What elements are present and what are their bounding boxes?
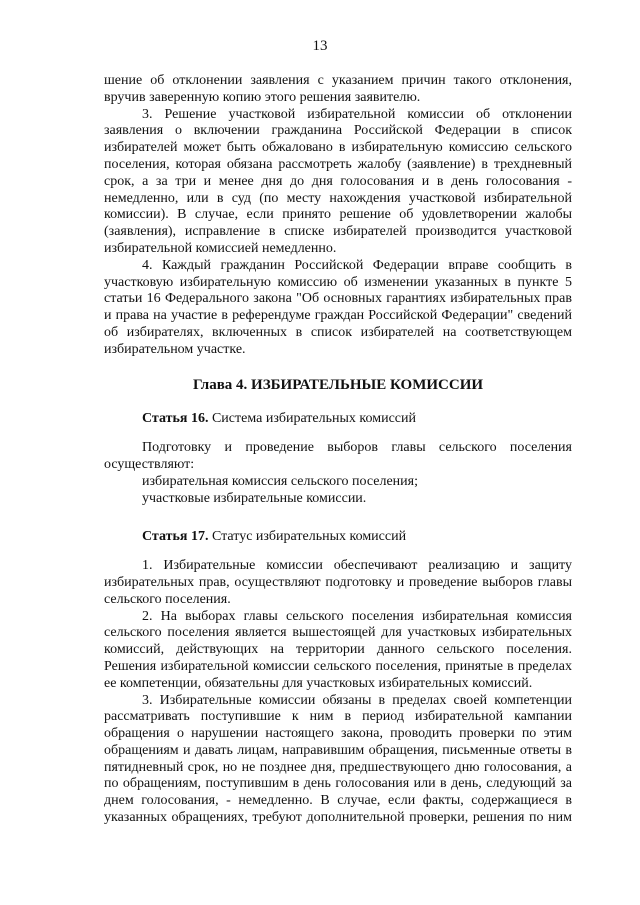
article-17-paragraph-3: 3. Избирательные комиссии обязаны в пределах своей компетенции рассматривать поступившие к ним в период избирательной кампании обращения о нарушении настоящего закона, проводить проверки по этим обращениям и давать лицам, направившим обращения, письменные ответы в пятидневный срок, но не позднее дня, предшествующего дню голосования, а по обращениям, поступившим в день голосования или в день, следующий за днем голосования, - немедленно. В случае, если факты, содержащиеся в указанных обращениях, требуют дополнительной проверки, решения по ним [104, 692, 572, 826]
article-16-item-2: участковые избирательные комиссии. [142, 490, 367, 506]
page-number: 13 [312, 38, 328, 54]
article-17-heading [104, 529, 572, 546]
article-16-label: Статья 16. [142, 411, 209, 427]
paragraph-continuation: шение об отклонении заявления с указанием причин такого отклонения, вручив заверенную копию этого решения заявителю. [104, 73, 572, 105]
article-17-paragraph-2: 2. На выборах главы сельского поселения избирательная комиссия сельского поселения является вышестоящей для участковых избирательных комиссий, действующих на территории данного сельского поселения. Решения избирательной комиссии сельского поселения, принятые в пределах ее компетенции, обязательны для участковых избирательных комиссий. [104, 608, 572, 691]
article-16-heading [104, 411, 572, 428]
page-content [104, 73, 572, 827]
article-17-label: Статья 17. [142, 529, 209, 545]
article-16-title: Система избирательных комиссий [208, 411, 417, 427]
article-16-intro: Подготовку и проведение выборов главы сельского поселения осуществляют: [104, 440, 572, 472]
paragraph-3: 3. Решение участковой избирательной комиссии об отклонении заявления о включении гражданина Российской Федерации в список избирателей может быть обжаловано в избирательную комиссию сельского поселения, которая обязана рассмотреть жалобу (заявление) в трехдневный срок, а за три и менее дня до дня голосования и в день голосования - немедленно, или в суд (по месту нахождения участковой избирательной комиссии). В случае, если принято решение об удовлетворении жалобы (заявления), исправление в списке избирателей производится участковой избирательной комиссией немедленно. [104, 106, 572, 256]
paragraph-4: 4. Каждый гражданин Российской Федерации вправе сообщить в участковую избирательную комиссию об изменении указанных в пункте 5 статьи 16 Федерального закона "Об основных гарантиях избирательных прав и права на участие в референдуме граждан Российской Федерации" сведений об избирателях, включенных в список избирателей на соответствующем избирательном участке. [104, 257, 572, 357]
article-17-paragraph-1: 1. Избирательные комиссии обеспечивают реализацию и защиту избирательных прав, осуществляют подготовку и проведение выборов главы сельского поселения. [104, 558, 572, 607]
chapter-4-heading: Глава 4. ИЗБИРАТЕЛЬНЫЕ КОМИССИИ [192, 376, 484, 393]
article-17-title: Статус избирательных комиссий [208, 529, 407, 545]
article-16-item-1: избирательная комиссия сельского поселения; [142, 473, 418, 489]
